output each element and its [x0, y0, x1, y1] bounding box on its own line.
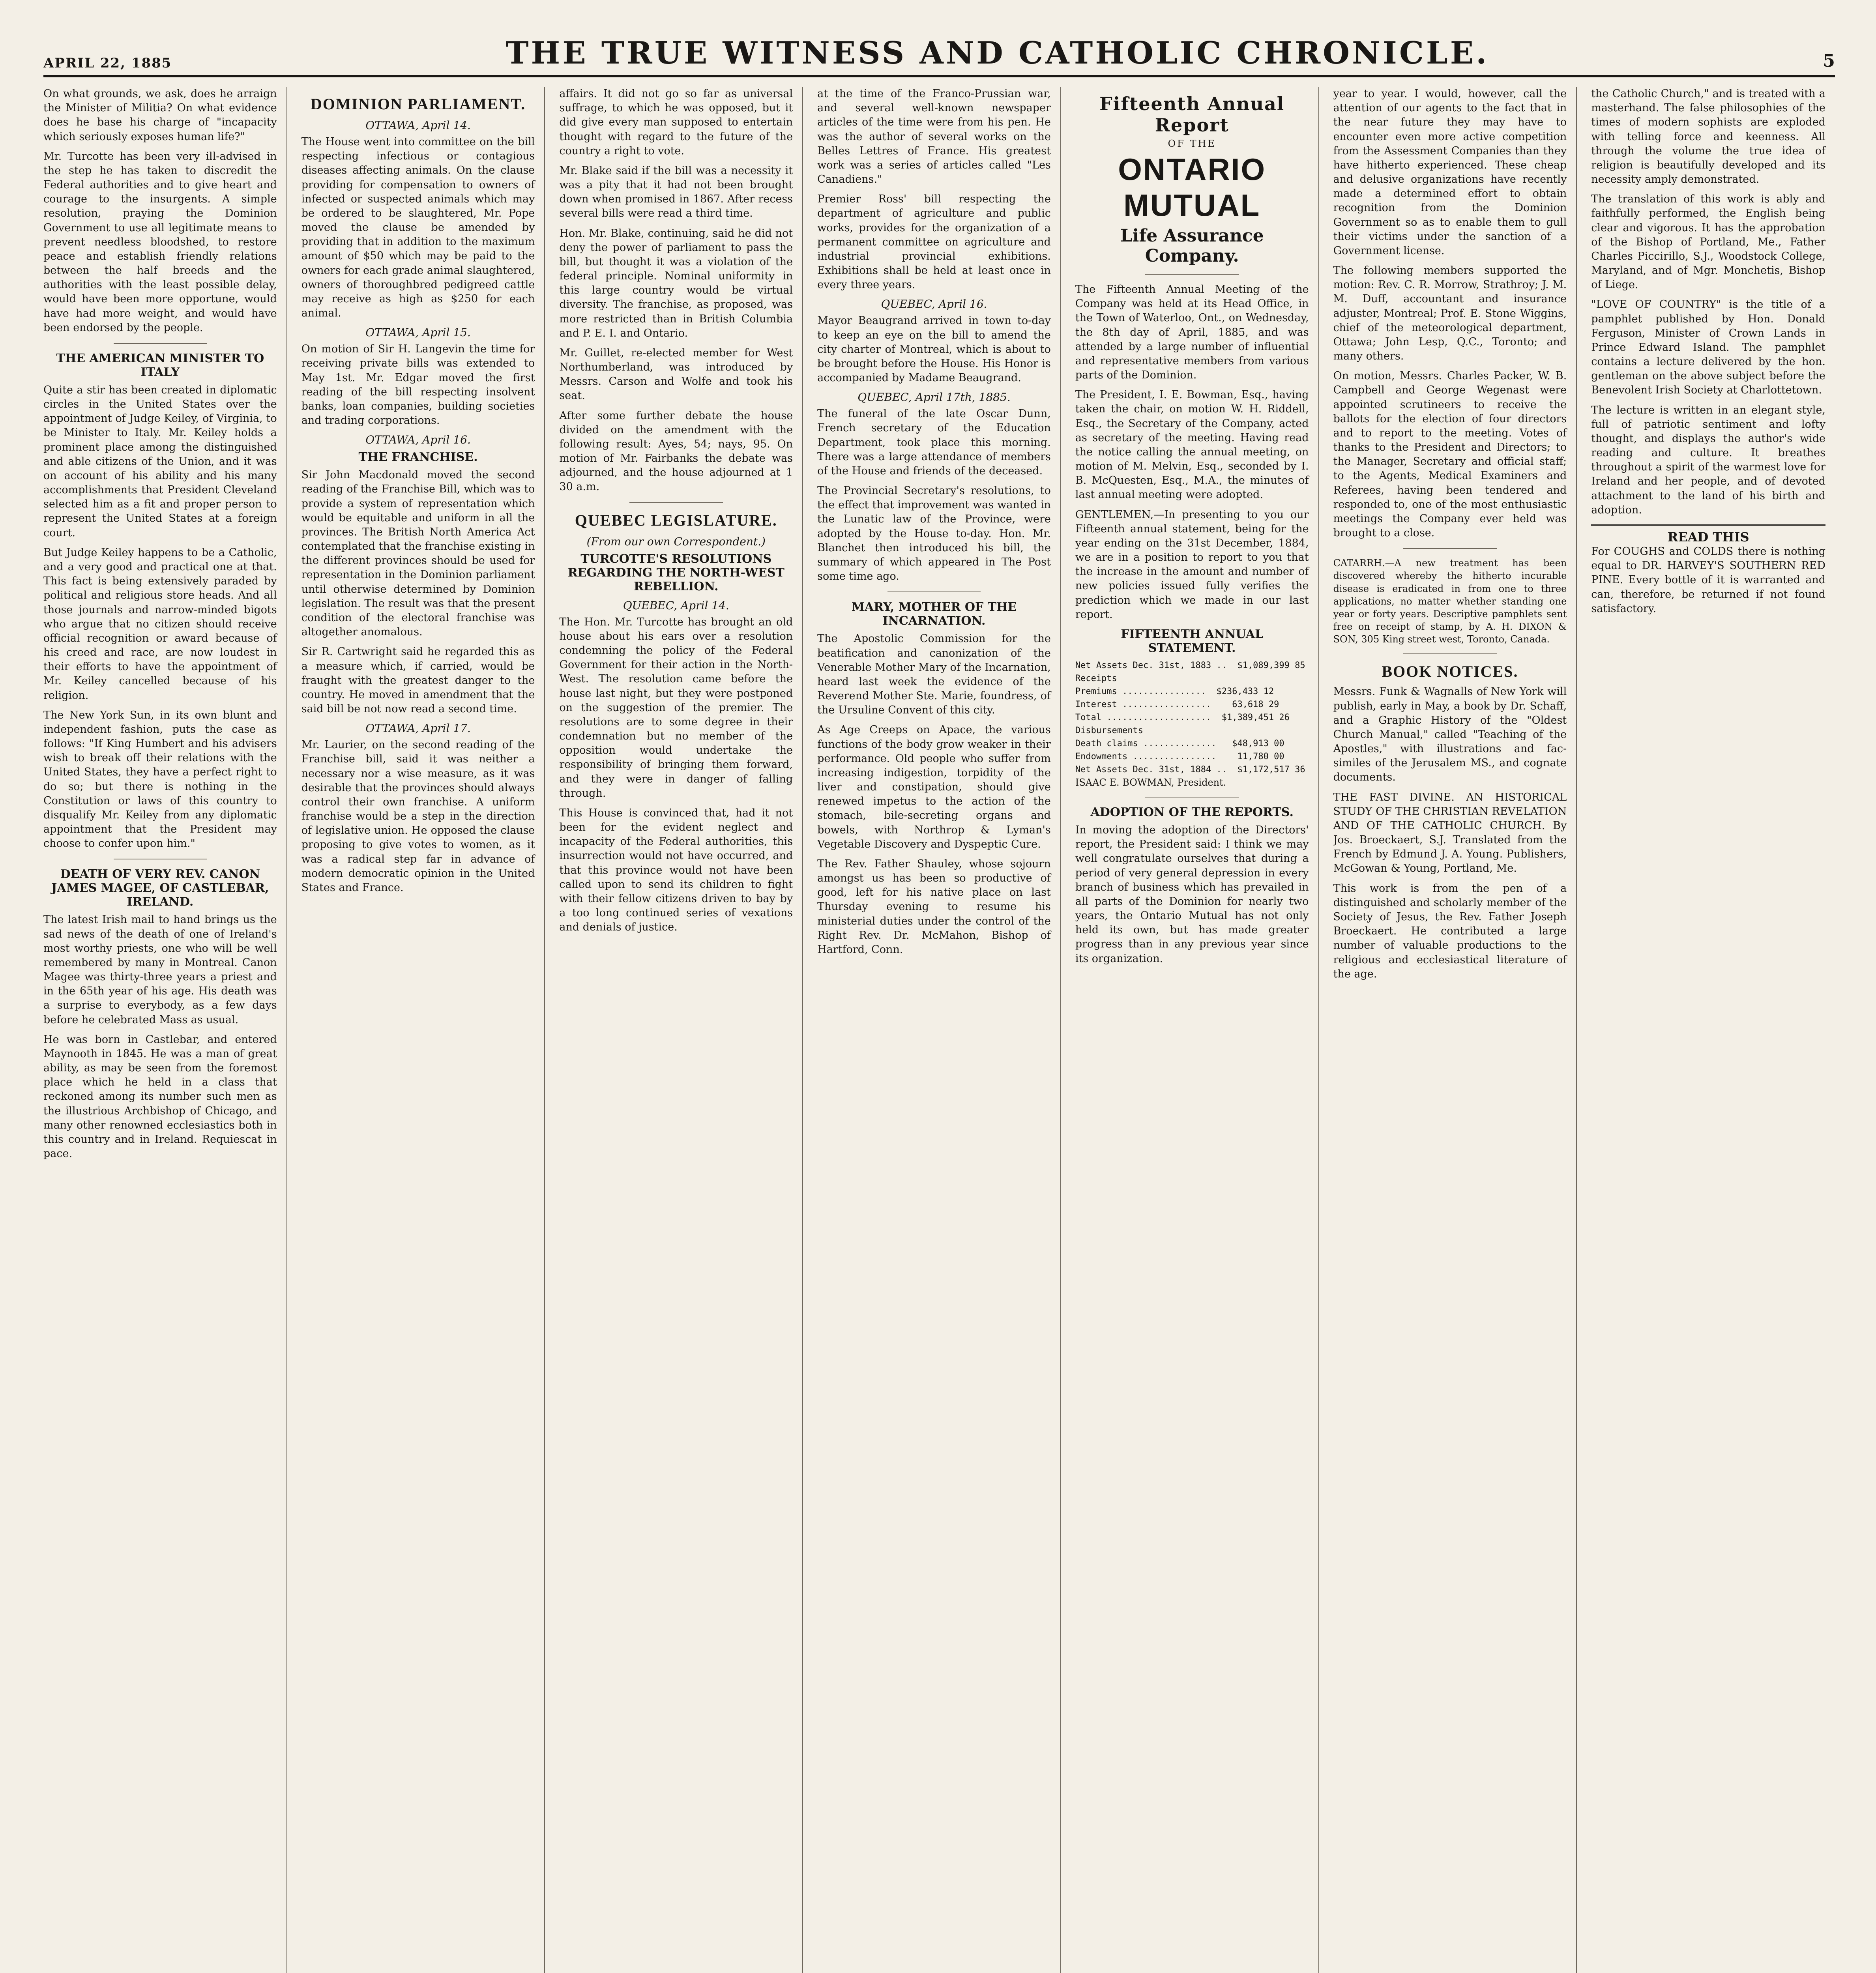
- advertisement-red-pine: [1591, 524, 1825, 616]
- article-paragraph: The lecture is written in an elegant style, full of patriotic sentiment and lofty thought, and displays the author's wide reading and culture. It breathes throughout a spirit of the warmest love for Ireland and her people, and of devoted attachment to the land of his birth and adoption.: [1591, 404, 1825, 516]
- article-paragraph: He was born in Castlebar, and entered Maynooth in 1845. He was a man of great ability, as may be seen from the foremost place which he held in a class that reckoned among its number such men as the illustrious Archbishop of Chicago, and many other renowned ecclesiastics both in this country and in Ireland. Requiescat in pace.: [43, 1033, 277, 1160]
- statement-title: FIFTEENTH ANNUAL STATEMENT.: [1121, 627, 1264, 655]
- dateline: OTTAWA, April 14.: [365, 119, 471, 132]
- article-paragraph: The following members supported the motion: Rev. C. R. Morrow, Strathroy; J. M. M. Duff, accountant and insurance adjuster, Montreal; Prof. E. Stone Wiggins, chief of the meteorological department, Ottawa; John Lesp, Q.C., Toronto; and many others.: [1333, 264, 1567, 363]
- article-paragraph: Messrs. Funk & Wagnalls of New York will publish, early in May, a book by Dr. Schaff, and a Graphic History of the "Oldest Church Manual," called "Teaching of the Apostles," with illustrations and fac-similes of the Jerusalem MS., and cognate documents.: [1333, 685, 1567, 784]
- article-paragraph: "LOVE OF COUNTRY" is the title of a pamphlet published by Hon. Donald Ferguson, Minister of Crown Lands in Prince Edward Island. The pamphlet contains a lecture delivered by the hon. gentleman on the above subject before the Benevolent Irish Society at Charlottetown.: [1591, 298, 1825, 397]
- article-paragraph: The funeral of the late Oscar Dunn, French secretary of the Education Department, took place this morning. There was a large attendance of members of the House and friends of the deceased.: [817, 408, 1051, 477]
- report-title: Fifteenth Annual Report: [1099, 93, 1285, 136]
- dateline: QUEBEC, April 16.: [881, 298, 987, 311]
- divider: [629, 502, 723, 503]
- company-name: ONTARIO MUTUAL: [1118, 152, 1266, 223]
- headline-quebec-legislature: QUEBEC LEGISLATURE.: [575, 511, 777, 529]
- advertisement-catarrh: CATARRH.—A new treatment has been discovered whereby the hitherto incurable disease is eradicated in from one to three applications, no matter whether standing one year or forty years. Descriptive pamphlets sent free on receipt of stamp, by A. H. DIXON & SON, 305 King street west, Toronto, Canada.: [1333, 558, 1567, 645]
- column-5: [1075, 87, 1319, 1973]
- article-paragraph: On motion of Sir H. Langevin the time for receiving private bills was extended to May 1st. Mr. Edgar moved the first reading of the bill respecting insolvent banks, loan companies, building societies and trading corporations.: [301, 343, 535, 427]
- divider: [1145, 274, 1239, 275]
- masthead: [43, 28, 1835, 71]
- advertisement-text: For COUGHS and COLDS there is nothing equal to DR. HARVEY'S SOUTHERN RED PINE. Every bottle of it is warranted and can, therefore, be returned if not found satisfactory.: [1591, 545, 1825, 615]
- headline-mary-incarnation: MARY, MOTHER OF THE INCARNATION.: [851, 600, 1017, 628]
- article-paragraph: Mayor Beaugrand arrived in town to-day to keep an eye on the bill to amend the city charter of Montreal, which is about to be brought before the House. His Honor is accompanied by Madame Beaugrand.: [817, 314, 1051, 384]
- subhead-turcotte-resolutions: TURCOTTE'S RESOLUTIONS REGARDING THE NORTH-WEST REBELLION.: [567, 552, 784, 593]
- column-4: [817, 87, 1061, 1973]
- column-7: [1591, 87, 1835, 1973]
- article-paragraph: Mr. Laurier, on the second reading of the Franchise bill, said it was neither a necessary nor a wise measure, as it was desirable that the provinces should always control their own franchise. A uniform franchise would be a step in the direction of legislative union. He opposed the clause proposing to give votes to women, as it was a radical step far in advance of modern democratic opinion in the United States and France.: [301, 739, 535, 894]
- article-paragraph: Mr. Blake said if the bill was a necessity it was a pity that it had not been brought down when promised in 1867. After recess several bills were read a third time.: [559, 164, 793, 220]
- report-title-of: OF THE: [1168, 138, 1216, 149]
- report-title-block: [1075, 93, 1309, 266]
- dateline: OTTAWA, April 16.: [365, 433, 471, 447]
- article-paragraph: This work is from the pen of a distinguished and scholarly member of the Society of Jesus, the Rev. Father Joseph Broeckaert. He contributed a large number of valuable productions to the religious and ecclesiastical literature of the age.: [1333, 882, 1567, 980]
- article-paragraph: The President, I. E. Bowman, Esq., having taken the chair, on motion W. H. Riddell, Esq., the Secretary of the Company, acted as secretary of the meeting. Having read the notice calling the annual meeting, on motion of M. Melvin, Esq., seconded by I. B. McQuesten, Esq., M.A., the minutes of last annual meeting were adopted.: [1075, 389, 1309, 501]
- divider: [1403, 653, 1497, 654]
- article-paragraph: affairs. It did not go so far as universal suffrage, to which he was opposed, but it did give every man supposed to entertain thought with regard to the future of the country a right to vote.: [559, 88, 793, 157]
- dateline: OTTAWA, April 17.: [365, 722, 471, 735]
- article-paragraph: As Age Creeps on Apace, the various functions of the body grow weaker in their performance. Old people who suffer from increasing indigestion, torpidity of the liver and constipation, should give renewed impetus to the action of the stomach, bile-secreting organs and bowels, with Northrop & Lyman's Vegetable Discovery and Dyspeptic Cure.: [817, 724, 1051, 850]
- article-paragraph: Mr. Guillet, re-elected member for West Northumberland, was introduced by Messrs. Carson and Wolfe and took his seat.: [559, 346, 793, 402]
- dateline: QUEBEC, April 17th, 1885.: [857, 391, 1011, 404]
- column-2: [301, 87, 545, 1973]
- article-paragraph: The Provincial Secretary's resolutions, to the effect that improvement was wanted in the Lunatic law of the Province, were adopted by the House to-day. Hon. Mr. Blanchet then introduced his bill, the summary of which appeared in The Post some time ago.: [817, 485, 1051, 583]
- headline-adoption-reports: ADOPTION OF THE REPORTS.: [1090, 805, 1294, 820]
- subhead-franchise: THE FRANCHISE.: [358, 450, 478, 464]
- divider: [1403, 548, 1497, 549]
- article-paragraph: In moving the adoption of the Directors' report, the President said: I think we may well congratulate ourselves that during a period of very general depression in every branch of business which has prevailed in all parts of the Dominion for nearly two years, the Ontario Mutual has not only held its own, but has made greater progress than in any previous year since its organization.: [1075, 824, 1309, 965]
- article-paragraph: Quite a stir has been created in diplomatic circles in the United States over the appointment of Judge Keiley, of Virginia, to be Minister to Italy. Mr. Keiley holds a prominent place among the distinguished and able citizens of the Union, and it was on account of his ability and his many accomplishments that President Cleveland selected him as a fit and proper person to represent the United States at a foreign court.: [43, 384, 277, 539]
- dateline: OTTAWA, April 15.: [365, 326, 471, 339]
- headline-dominion-parliament: DOMINION PARLIAMENT.: [310, 95, 526, 113]
- dateline: QUEBEC, April 14.: [623, 599, 729, 612]
- article-paragraph: The House went into committee on the bill respecting infectious or contagious diseases affecting animals. On the clause providing for compensation to owners of infected or suspected animals which may be ordered to be slaughtered, Mr. Pope moved the clause be amended by providing that in addition to the maximum amount of $50 which may be paid to the owners for each grade animal slaughtered, owners of thoroughbred pedigreed cattle may receive as high as $250 for each animal.: [301, 136, 535, 320]
- headline-american-minister: THE AMERICAN MINISTER TO ITALY: [56, 351, 264, 379]
- article-paragraph: at the time of the Franco-Prussian war, and several well-known newspaper articles of the time were from his pen. He was the author of several works on the Belles Lettres of France. His greatest work was a series of articles called "Les Canadiens.": [817, 88, 1051, 186]
- subhead-correspondent: (From our own Correspondent.): [586, 535, 766, 548]
- article-paragraph: The translation of this work is ably and faithfully performed, the English being clear and vigorous. It has the approbation of the Bishop of Portland, Me., Father Charles Piccirillo, S.J., Woodstock College, Maryland, and of Mgr. Monchetis, Bishop of Liege.: [1591, 193, 1825, 291]
- advertisement-heading: READ THIS: [1667, 529, 1749, 545]
- article-paragraph: On what grounds, we ask, does he arraign the Minister of Militia? On what evidence does he base his charge of "incapacity which seriously exposes human life?": [43, 88, 277, 143]
- article-paragraph: Premier Ross' bill respecting the department of agriculture and public works, provides for the organization of a permanent committee on agriculture and industrial provincial exhibitions. Exhibitions shall be held at least once in every three years.: [817, 193, 1051, 291]
- article-paragraph: The Hon. Mr. Turcotte has brought an old house about his ears over a resolution condemning the policy of the Federal Government for their action in the North-West. The resolution came before the house last night, but they were postponed on the suggestion of the premier. The resolutions are to some degree in their condemnation but no member of the opposition would undertake the responsibility of bringing them forward, and they were in danger of falling through.: [559, 616, 793, 799]
- page-number: 5: [1823, 51, 1835, 71]
- article-paragraph: The Apostolic Commission for the beatification and canonization of the Venerable Mother Mary of the Incarnation, heard last week the evidence of the Reverend Mother Ste. Marie, foundress, of the Ursuline Convent of this city.: [817, 633, 1051, 717]
- article-paragraph: GENTLEMEN,—In presenting to you our Fifteenth annual statement, being for the year ending on the 31st December, 1884, we are in a position to report to you that the increase in the amount and number of new policies issued fully verifies the prediction which we made in our last report.: [1075, 508, 1309, 621]
- article-paragraph: The Fifteenth Annual Meeting of the Company was held at its Head Office, in the Town of Waterloo, Ont., on Wednesday, the 8th day of April, 1885, and was attended by a large number of influential and representative members from various parts of the Dominion.: [1075, 283, 1309, 382]
- issue-date: APRIL 22, 1885: [43, 55, 172, 71]
- article-paragraph: THE FAST DIVINE. AN HISTORICAL STUDY OF THE CHRISTIAN REVELATION AND OF THE CATHOLIC CHURCH. By Jos. Broeckaert, S.J. Translated from the French by Edmund J. A. Young. Publishers, McGowan & Young, Portland, Me.: [1333, 791, 1567, 875]
- article-paragraph: Mr. Turcotte has been very ill-advised in the step he has taken to discredit the Federal authorities and to give heart and courage to the insurgents. A simple resolution, praying the Dominion Government to use all legitimate means to prevent needless bloodshed, to restore peace and establish friendly relations between the half breeds and the authorities with the least possible delay, would have been more opportune, would have had more weight, and would have been endorsed by the people.: [43, 150, 277, 334]
- article-paragraph: The Rev. Father Shauley, whose sojourn amongst us has been so productive of good, left for his native place on last Thursday evening to resume his ministerial duties under the control of the Right Rev. Dr. McMahon, Bishop of Hartford, Conn.: [817, 857, 1051, 956]
- newspaper-page: [43, 28, 1835, 1973]
- divider: [114, 343, 207, 344]
- article-paragraph: Sir R. Cartwright said he regarded this as a measure which, if carried, would be fraught with the greatest danger to the country. He moved in amendment that the said bill be not now read a second time.: [301, 646, 535, 715]
- article-paragraph: year to year. I would, however, call the attention of our agents to the fact that in the near future they may have to encounter even more active competition from the Assessment Companies than they have hitherto experienced. These cheap and delusive organizations have recently made a determined effort to obtain recognition from the Dominion Government so as to enable them to gull their victims under the sanction of a Government license.: [1333, 88, 1567, 257]
- masthead-rule: [43, 75, 1835, 77]
- report-signoff: ISAAC E. BOWMAN, President.: [1075, 777, 1226, 788]
- headline-death-canon-magee: DEATH OF VERY REV. CANON JAMES MAGEE, OF CASTLEBAR, IRELAND.: [51, 867, 269, 909]
- article-paragraph: But Judge Keiley happens to be a Catholic, and a very good and practical one at that. This fact is being extensively paraded by political and religious store heads. And all those journals and narrow-minded bigots who argue that no citizen should receive official recognition or award because of his creed and race, are now loudest in their efforts to have the appointment of Mr. Keiley cancelled because of his religion.: [43, 546, 277, 702]
- column-6: [1333, 87, 1577, 1973]
- company-subtitle: Life Assurance Company.: [1120, 226, 1264, 266]
- financial-statement: Net Assets Dec. 31st, 1883 .. $1,089,399 85 Receipts Premiums ................ $236,433 12 Interest ................. 63,618 29 Total .................... $1,389,451 26 Disbursements Death claims .............. $48,913 00 Endowments ................ 11,780 00 Net Assets Dec. 31st, 1884 .. $1,172,517 36: [1075, 660, 1305, 775]
- article-paragraph: After some further debate the house divided on the amendment with the following result: Ayes, 54; nays, 95. On motion of Mr. Fairbanks the debate was adjourned, and the house adjourned at 1 30 a.m.: [559, 409, 793, 493]
- column-1: [43, 87, 287, 1973]
- article-paragraph: On motion, Messrs. Charles Packer, W. B. Campbell and George Wegenast were appointed scrutineers to receive the ballots for the election of four directors and to report to the meeting. Votes of thanks to the President and Directors; to the Manager, Secretary and official staff; to the Agents, Medical Examiners and Referees, having been tendered and responded to, one of the most enthusiastic meetings the Company ever held was brought to a close.: [1333, 370, 1567, 539]
- article-paragraph: The New York Sun, in its own blunt and independent fashion, puts the case as follows: "If King Humbert and his advisers wish to break off their relations with the United States, they have a perfect right to do so; but there is nothing in the Constitution or laws of this country to disqualify Mr. Keiley from any diplomatic appointment that the President may choose to confer upon him.": [43, 709, 277, 850]
- headline-book-notices: BOOK NOTICES.: [1382, 663, 1518, 681]
- newspaper-title: THE TRUE WITNESS AND CATHOLIC CHRONICLE.: [506, 35, 1489, 71]
- columns: [43, 87, 1835, 1973]
- article-paragraph: This House is convinced that, had it not been for the evident neglect and incapacity of the Federal authorities, this insurrection would not have occurred, and that this province would not have been called upon to send its children to fight with their fellow citizens driven to bay by a too long continued series of vexations and denials of justice.: [559, 807, 793, 934]
- article-paragraph: the Catholic Church," and is treated with a masterhand. The false philosophies of the times of modern sophists are exploded with telling force and keenness. All through the volume the true idea of religion is beautifully developed and its necessity amply demonstrated.: [1591, 88, 1825, 186]
- column-3: [559, 87, 803, 1973]
- article-paragraph: Hon. Mr. Blake, continuing, said he did not deny the power of parliament to pass the bill, but thought it was a violation of the federal principle. Nominal uniformity in this large country would be virtual diversity. The franchise, as proposed, was more restricted than in British Columbia and P. E. I. and Ontario.: [559, 227, 793, 339]
- article-paragraph: The latest Irish mail to hand brings us the sad news of the death of one of Ireland's most worthy priests, one who will be well remembered by many in Montreal. Canon Magee was thirty-three years a priest and in the 65th year of his age. His death was a surprise to everybody, as a few days before he celebrated Mass as usual.: [43, 913, 277, 1026]
- article-paragraph: Sir John Macdonald moved the second reading of the Franchise Bill, which was to provide a system of representation which would be equitable and uniform in all the provinces. The British North America Act contemplated that the franchise existing in the different provinces should be used for representation in the Dominion parliament until otherwise determined by Dominion legislation. The result was that the present condition of the electoral franchise was altogether anomalous.: [301, 469, 535, 638]
